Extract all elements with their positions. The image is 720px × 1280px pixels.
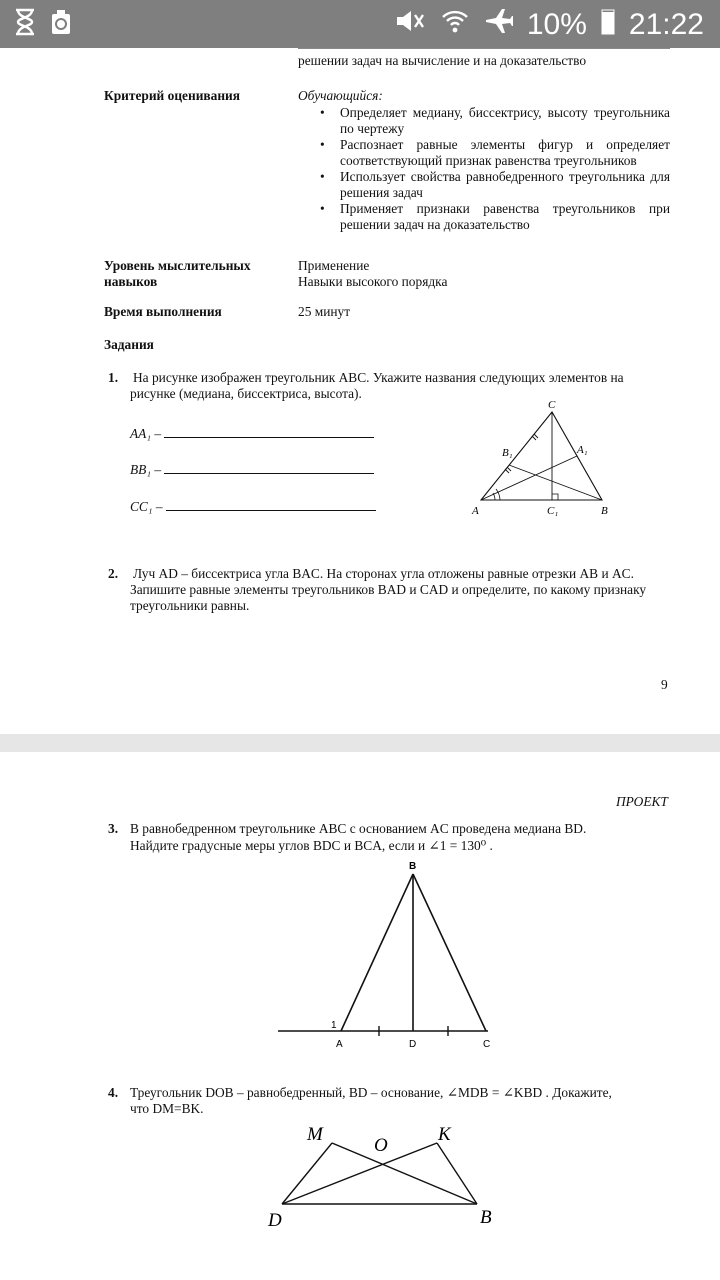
task2-number: 2. — [108, 566, 119, 581]
task2-text: Луч AD – биссектриса угла BAC. На сторонах угла отложены равные отрезки AB и AC. Запишите равные элементы треугольников BAD и CAD и определите, по какому признаку треугольники равны. — [130, 566, 647, 613]
triangle-dob-figure — [262, 1122, 512, 1232]
task3-number: 3. — [108, 821, 119, 836]
triangle-abc-figure — [460, 398, 620, 518]
answer-row — [130, 425, 374, 442]
tasks-heading: Задания — [104, 337, 154, 352]
side-ab — [341, 874, 413, 1031]
airplane-icon — [483, 6, 513, 44]
answer-label: AA₁ – — [130, 426, 162, 441]
label-b1: B₁ — [502, 447, 513, 459]
label-c: C — [548, 399, 556, 411]
recycle-icon — [50, 8, 72, 41]
answer-label: CC₁ – — [130, 499, 163, 514]
mute-icon — [393, 7, 427, 43]
document-page-2 — [0, 752, 720, 1280]
task3-line2: Найдите градусные меры углов BDC и BCA, если и ∠1 = 130⁰ . — [130, 838, 493, 853]
criteria-item: • Распознает равные элементы фигур и определяет соответствующий признак равенства треугольников — [298, 137, 670, 169]
label-k: K — [438, 1124, 451, 1145]
battery-icon — [601, 7, 615, 43]
label-b: B — [601, 505, 608, 517]
wifi-icon — [441, 7, 469, 43]
task1-text: На рисунке изображен треугольник ABC. Укажите названия следующих элементов на рисунке (медиана, биссектриса, высота). — [130, 370, 624, 401]
angle-1-label: 1 — [331, 1020, 337, 1031]
label-a: A — [336, 1039, 343, 1050]
project-header: ПРОЕКТ — [616, 794, 668, 809]
answer-blank[interactable] — [164, 461, 374, 474]
page-separator — [0, 734, 720, 752]
task4-line2: что DM=BK. — [130, 1101, 204, 1116]
status-bar — [0, 0, 720, 48]
label-c: C — [483, 1039, 491, 1050]
task1-number: 1. — [108, 370, 119, 385]
task3-line1: В равнобедренном треугольнике ABC с основанием AC проведена медиана BD. — [130, 821, 587, 836]
segment-mb — [332, 1143, 477, 1204]
criteria-item: • Определяет медиану, биссектрису, высоту треугольника по чертежу — [298, 105, 670, 137]
side-bc — [413, 874, 486, 1031]
cut-off-line — [298, 42, 670, 49]
label-b: B — [480, 1207, 492, 1228]
answer-row — [130, 498, 376, 515]
label-a: A — [472, 505, 479, 517]
time-value: 25 минут — [298, 304, 351, 319]
level-value: Навыки высокого порядка — [298, 274, 448, 289]
label-b: B — [409, 861, 417, 872]
hourglass-icon — [14, 8, 36, 41]
answer-row — [130, 461, 374, 478]
task4-line1: Треугольник DOB – равнобедренный, BD – основание, ∠MDB = ∠KBD . Докажите, — [130, 1085, 612, 1100]
isosceles-triangle-figure — [270, 856, 500, 1056]
top-fragment: решении задач на вычисление и на доказательство — [298, 53, 587, 68]
criteria-list — [298, 105, 670, 233]
criteria-intro: Обучающийся: — [298, 88, 383, 103]
page-number: 9 — [661, 677, 668, 692]
label-d: D — [409, 1039, 417, 1050]
answer-label: BB₁ – — [130, 462, 162, 477]
task4-number: 4. — [108, 1085, 119, 1100]
level-label: Уровень мыслительных навыков — [104, 258, 251, 289]
criteria-item: • Использует свойства равнобедренного треугольника для решения задач — [298, 169, 670, 201]
label-o: O — [374, 1135, 388, 1156]
answer-blank[interactable] — [166, 498, 376, 511]
document-page-1 — [0, 48, 720, 734]
criteria-label: Критерий оценивания — [104, 88, 241, 103]
label-a1: A₁ — [577, 444, 588, 456]
criteria-item: • Применяет признаки равенства треугольников при решении задач на доказательство — [298, 201, 670, 233]
label-m: M — [307, 1124, 323, 1145]
level-value: Применение — [298, 258, 370, 273]
clock: 21:22 — [628, 8, 704, 41]
answer-blank[interactable] — [164, 425, 374, 438]
label-d: D — [268, 1210, 282, 1231]
label-c1: C₁ — [547, 505, 559, 517]
battery-percent: 10% — [526, 8, 587, 41]
segment-dk — [282, 1143, 437, 1204]
time-label: Время выполнения — [104, 304, 222, 319]
